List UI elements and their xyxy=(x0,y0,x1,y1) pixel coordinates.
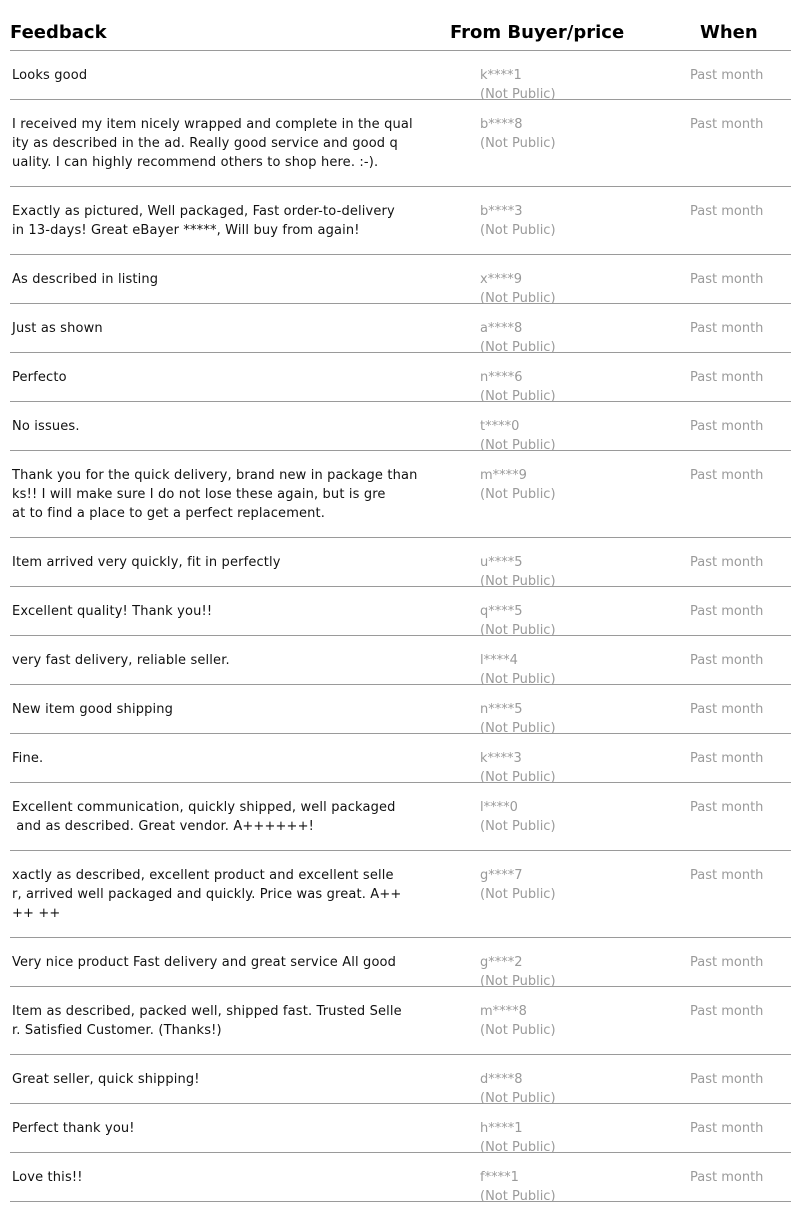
buyer-info xyxy=(480,953,556,991)
buyer-info xyxy=(480,368,556,406)
buyer-name: l****4 xyxy=(480,653,518,668)
table-row xyxy=(10,538,791,587)
table-row xyxy=(10,587,791,636)
buyer-info xyxy=(480,115,556,153)
buyer-visibility: (Not Public) xyxy=(480,770,556,785)
buyer-name: b****8 xyxy=(480,117,523,132)
feedback-date: Past month xyxy=(690,751,764,766)
feedback-date: Past month xyxy=(690,204,764,219)
buyer-info xyxy=(480,319,556,357)
when-column-header: When xyxy=(700,22,758,43)
buyer-price-column-header: From Buyer/price xyxy=(450,22,625,43)
buyer-visibility: (Not Public) xyxy=(480,1140,556,1155)
feedback-comment: Looks good xyxy=(12,68,88,83)
table-row xyxy=(10,734,791,783)
buyer-visibility: (Not Public) xyxy=(480,87,556,102)
buyer-info xyxy=(480,1119,556,1157)
feedback-comment: Great seller, quick shipping! xyxy=(12,1072,200,1087)
buyer-info xyxy=(480,651,556,689)
buyer-visibility: (Not Public) xyxy=(480,389,556,404)
buyer-info xyxy=(480,553,556,591)
buyer-info xyxy=(480,417,556,455)
buyer-name: g****2 xyxy=(480,955,523,970)
table-row xyxy=(10,851,791,938)
buyer-info xyxy=(480,749,556,787)
feedback-date: Past month xyxy=(690,555,764,570)
table-row xyxy=(10,987,791,1055)
table-row xyxy=(10,255,791,304)
feedback-comment: Excellent communication, quickly shipped, well packaged and as described. Great vendor. A++++++! xyxy=(12,800,396,834)
feedback-date: Past month xyxy=(690,955,764,970)
feedback-comment: Just as shown xyxy=(12,321,103,336)
feedback-comment: As described in listing xyxy=(12,272,159,287)
buyer-visibility: (Not Public) xyxy=(480,721,556,736)
feedback-comment: xactly as described, excellent product and excellent selle r, arrived well packaged and quickly. Price was great. A++ ++ ++ xyxy=(12,868,402,921)
feedback-date: Past month xyxy=(690,419,764,434)
feedback-comment: Thank you for the quick delivery, brand new in package than ks!! I will make sure I do not lose these again, but is gre at to find a place to get a perfect replacement. xyxy=(12,468,418,521)
buyer-visibility: (Not Public) xyxy=(480,1091,556,1106)
feedback-date: Past month xyxy=(690,800,764,815)
feedback-date: Past month xyxy=(690,868,764,883)
buyer-visibility: (Not Public) xyxy=(480,291,556,306)
buyer-info xyxy=(480,700,556,738)
feedback-table xyxy=(10,0,791,1202)
feedback-comment: Item as described, packed well, shipped fast. Trusted Selle r. Satisfied Customer. (Thanks!) xyxy=(12,1004,402,1038)
buyer-visibility: (Not Public) xyxy=(480,623,556,638)
feedback-comment: New item good shipping xyxy=(12,702,174,717)
buyer-info xyxy=(480,66,556,104)
buyer-visibility: (Not Public) xyxy=(480,438,556,453)
buyer-info xyxy=(480,270,556,308)
feedback-column-header: Feedback xyxy=(10,22,107,43)
buyer-info xyxy=(480,798,556,836)
table-row xyxy=(10,100,791,187)
buyer-name: n****5 xyxy=(480,702,523,717)
feedback-date: Past month xyxy=(690,321,764,336)
buyer-name: m****9 xyxy=(480,468,527,483)
feedback-comment: Love this!! xyxy=(12,1170,83,1185)
buyer-name: x****9 xyxy=(480,272,522,287)
buyer-info xyxy=(480,1070,556,1108)
feedback-date: Past month xyxy=(690,1170,764,1185)
buyer-name: l****0 xyxy=(480,800,518,815)
feedback-comment: No issues. xyxy=(12,419,80,434)
feedback-comment: Excellent quality! Thank you!! xyxy=(12,604,213,619)
buyer-visibility: (Not Public) xyxy=(480,887,556,902)
feedback-comment: Exactly as pictured, Well packaged, Fast order-to-delivery in 13-days! Great eBayer *****, Will buy from again! xyxy=(12,204,395,238)
feedback-comment: Item arrived very quickly, fit in perfectly xyxy=(12,555,281,570)
buyer-name: d****8 xyxy=(480,1072,523,1087)
table-row xyxy=(10,451,791,538)
table-row xyxy=(10,1104,791,1153)
feedback-comment: Perfecto xyxy=(12,370,67,385)
feedback-comment: very fast delivery, reliable seller. xyxy=(12,653,230,668)
buyer-info xyxy=(480,866,556,904)
buyer-visibility: (Not Public) xyxy=(480,1023,556,1038)
table-row xyxy=(10,304,791,353)
buyer-visibility: (Not Public) xyxy=(480,136,556,151)
table-row xyxy=(10,685,791,734)
table-header xyxy=(10,0,791,51)
feedback-date: Past month xyxy=(690,604,764,619)
buyer-visibility: (Not Public) xyxy=(480,819,556,834)
buyer-visibility: (Not Public) xyxy=(480,672,556,687)
buyer-visibility: (Not Public) xyxy=(480,574,556,589)
buyer-name: n****6 xyxy=(480,370,523,385)
table-row xyxy=(10,402,791,451)
buyer-name: u****5 xyxy=(480,555,523,570)
feedback-date: Past month xyxy=(690,653,764,668)
table-row xyxy=(10,636,791,685)
feedback-date: Past month xyxy=(690,1072,764,1087)
buyer-name: m****8 xyxy=(480,1004,527,1019)
buyer-visibility: (Not Public) xyxy=(480,223,556,238)
feedback-comment: Very nice product Fast delivery and great service All good xyxy=(12,955,397,970)
buyer-info xyxy=(480,1002,556,1040)
buyer-name: k****3 xyxy=(480,751,522,766)
buyer-visibility: (Not Public) xyxy=(480,974,556,989)
buyer-name: f****1 xyxy=(480,1170,519,1185)
feedback-rows xyxy=(10,51,791,1202)
buyer-name: g****7 xyxy=(480,868,523,883)
feedback-date: Past month xyxy=(690,702,764,717)
table-row xyxy=(10,783,791,851)
feedback-comment: I received my item nicely wrapped and complete in the qual ity as described in the ad. Really good service and good q uality. I can highly recommend others to shop here. :-). xyxy=(12,117,413,170)
table-row xyxy=(10,51,791,100)
buyer-name: b****3 xyxy=(480,204,523,219)
table-row xyxy=(10,1153,791,1202)
table-row xyxy=(10,187,791,255)
buyer-name: q****5 xyxy=(480,604,523,619)
feedback-date: Past month xyxy=(690,1121,764,1136)
buyer-visibility: (Not Public) xyxy=(480,1189,556,1204)
feedback-comment: Fine. xyxy=(12,751,44,766)
buyer-info xyxy=(480,602,556,640)
buyer-info xyxy=(480,1168,556,1206)
buyer-name: a****8 xyxy=(480,321,523,336)
table-row xyxy=(10,938,791,987)
buyer-name: h****1 xyxy=(480,1121,523,1136)
buyer-name: t****0 xyxy=(480,419,520,434)
buyer-info xyxy=(480,466,556,504)
feedback-date: Past month xyxy=(690,68,764,83)
buyer-info xyxy=(480,202,556,240)
feedback-date: Past month xyxy=(690,468,764,483)
feedback-date: Past month xyxy=(690,1004,764,1019)
buyer-name: k****1 xyxy=(480,68,522,83)
feedback-date: Past month xyxy=(690,272,764,287)
feedback-date: Past month xyxy=(690,370,764,385)
feedback-date: Past month xyxy=(690,117,764,132)
buyer-visibility: (Not Public) xyxy=(480,340,556,355)
table-row xyxy=(10,1055,791,1104)
feedback-comment: Perfect thank you! xyxy=(12,1121,135,1136)
table-row xyxy=(10,353,791,402)
buyer-visibility: (Not Public) xyxy=(480,487,556,502)
